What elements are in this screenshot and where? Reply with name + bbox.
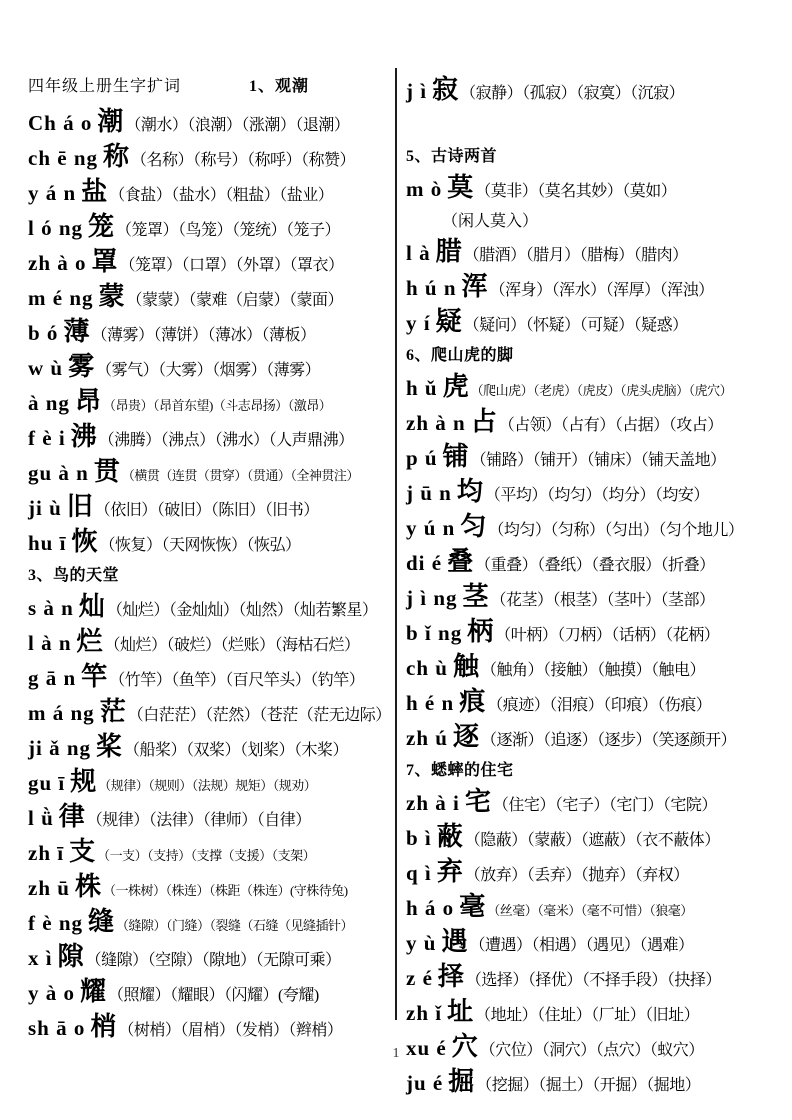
pinyin-text: y í — [406, 311, 431, 335]
right-column — [406, 74, 766, 1101]
section-heading: 7、蟋蟀的住宅 — [406, 762, 514, 779]
word-expansions: （一支）（支持）（支撑（支援）（支架） — [97, 848, 316, 863]
pinyin-text: ch ē ng — [28, 146, 98, 170]
hanzi-character: 灿 — [78, 592, 105, 621]
word-expansions: （雾气）（大雾）（烟雾）（薄雾） — [96, 362, 321, 379]
word-expansions: （叶柄）（刀柄）（话柄）（花柄） — [495, 627, 720, 644]
hanzi-character: 逐 — [452, 722, 479, 751]
word-expansions: （船桨）（双桨）（划桨）（木桨） — [124, 742, 349, 759]
vocab-entry — [28, 351, 392, 386]
pinyin-text: b ì — [406, 826, 432, 850]
hanzi-character: 潮 — [97, 107, 124, 136]
vocab-entry — [406, 786, 766, 821]
pinyin-text: x ì — [28, 946, 53, 970]
word-expansions: （铺路）（铺开）（铺床）（铺天盖地） — [470, 452, 726, 469]
vocab-entry — [28, 491, 392, 526]
hanzi-character: 占 — [470, 407, 497, 436]
vocab-entry — [28, 246, 392, 281]
continuation-line: （闲人莫入） — [442, 213, 539, 230]
section-heading: 3、鸟的天堂 — [28, 567, 120, 584]
word-expansions: （潮水）（浪潮）（涨潮）（退潮） — [125, 117, 350, 134]
section-heading: 5、古诗两首 — [406, 148, 498, 165]
pinyin-text: h ú n — [406, 276, 457, 300]
word-expansions: （疑问）（怀疑）（可疑）（疑惑） — [463, 317, 688, 334]
word-expansions: （灿烂）（破烂）（烂账）（海枯石烂） — [104, 637, 360, 654]
word-expansions: （薄雾）（薄饼）（薄冰）（薄板） — [91, 327, 316, 344]
word-expansions: （照耀）（耀眼）（闪耀）(夸耀) — [108, 987, 319, 1004]
pinyin-text: à ng — [28, 391, 70, 415]
hanzi-character: 址 — [447, 997, 474, 1026]
vocab-entry — [28, 281, 392, 316]
hanzi-character: 莫 — [447, 173, 474, 202]
page-number: 1 — [392, 1046, 400, 1061]
word-expansions: （竹竿）（鱼竿）（百尺竿头）（钓竿） — [109, 672, 365, 689]
vocab-entry — [406, 996, 766, 1031]
vocab-entry — [28, 626, 392, 661]
pinyin-text: hu ī — [28, 531, 67, 555]
pinyin-text: sh ā o — [28, 1016, 86, 1040]
hanzi-character: 株 — [74, 872, 101, 901]
pinyin-text: j ì — [406, 79, 428, 103]
vocab-entry — [28, 871, 392, 906]
hanzi-character: 弃 — [436, 857, 463, 886]
vocab-entry — [406, 581, 766, 616]
hanzi-character: 罩 — [91, 247, 118, 276]
left-column — [28, 74, 392, 1046]
vocab-entry — [406, 74, 766, 109]
pinyin-text: gu ī — [28, 771, 66, 795]
word-expansions: （依旧）（破旧）（陈旧）（旧书） — [94, 502, 319, 519]
vocab-entry — [406, 616, 766, 651]
hanzi-character: 柄 — [467, 617, 494, 646]
vocab-entry — [406, 721, 766, 756]
vocab-entry — [28, 906, 392, 941]
pinyin-text: q ì — [406, 861, 432, 885]
vocab-entry — [406, 371, 766, 406]
hanzi-character: 茎 — [462, 582, 489, 611]
hanzi-character: 疑 — [435, 307, 462, 336]
pinyin-text: z é — [406, 966, 433, 990]
hanzi-character: 称 — [103, 142, 130, 171]
word-expansions: （浑身）（浑水）（浑厚）（浑浊） — [489, 282, 714, 299]
vocab-entry — [406, 1066, 766, 1101]
hanzi-character: 雾 — [68, 352, 95, 381]
hanzi-character: 痕 — [459, 687, 486, 716]
word-expansions: （穴位）（洞穴）（点穴）（蚁穴） — [479, 1042, 704, 1059]
vocab-entry — [406, 856, 766, 891]
hanzi-character: 浑 — [461, 272, 488, 301]
vocab-entry — [28, 941, 392, 976]
hanzi-character: 规 — [70, 767, 97, 796]
pinyin-text: g ā n — [28, 666, 77, 690]
hanzi-character: 毫 — [459, 892, 486, 921]
vocab-entry — [406, 891, 766, 926]
document-title: 四年级上册生字扩词 — [28, 78, 182, 95]
pinyin-text: m ò — [406, 177, 443, 201]
hanzi-character: 贯 — [93, 457, 120, 486]
pinyin-text: Ch á o — [28, 111, 93, 135]
vocab-entry — [28, 316, 392, 351]
word-expansions: （一株树）（株连）（株距（株连）(守株待兔) — [102, 883, 348, 898]
vocab-entry — [28, 106, 392, 141]
vocab-entry — [28, 456, 392, 491]
word-expansions: （恢复）（天网恢恢）（恢弘） — [99, 537, 301, 554]
pinyin-text: l à — [406, 241, 431, 265]
pinyin-text: xu é — [406, 1036, 447, 1060]
pinyin-text: zh à i — [406, 791, 460, 815]
vocab-entry — [406, 961, 766, 996]
word-expansions: （痕迹）（泪痕）（印痕）（伤痕） — [487, 697, 712, 714]
pinyin-text: j ū n — [406, 481, 452, 505]
vocab-entry — [406, 271, 766, 306]
hanzi-character: 择 — [437, 962, 464, 991]
word-expansions: （爬山虎）（老虎）（虎皮）（虎头虎脑）（虎穴） — [470, 383, 733, 398]
hanzi-character: 梢 — [90, 1012, 117, 1041]
pinyin-text: h é n — [406, 691, 455, 715]
word-expansions: （横贯（连贯（贯穿）（贯通）（全神贯注） — [121, 468, 359, 483]
word-expansions: （遭遇）（相遇）（遇见）（遇难） — [469, 937, 694, 954]
hanzi-character: 烂 — [76, 627, 103, 656]
pinyin-text: zh à n — [406, 411, 466, 435]
hanzi-character: 遇 — [441, 927, 468, 956]
vocab-entry — [406, 172, 766, 207]
hanzi-character: 叠 — [447, 547, 474, 576]
vocab-entry — [28, 526, 392, 561]
vocab-entry — [28, 836, 392, 871]
pinyin-text: di é — [406, 551, 443, 575]
hanzi-character: 耀 — [80, 977, 107, 1006]
vocab-entry — [406, 686, 766, 721]
hanzi-character: 腊 — [435, 237, 462, 266]
word-expansions: （放弃）（丢弃）（抛弃）（弃权） — [464, 867, 689, 884]
pinyin-text: j ì ng — [406, 586, 458, 610]
word-expansions: （蒙蒙）（蒙难（启蒙）（蒙面） — [126, 292, 344, 309]
word-expansions: （莫非）（莫名其妙）（莫如） — [475, 183, 677, 200]
pinyin-text: p ú — [406, 446, 438, 470]
pinyin-text: zh à o — [28, 251, 87, 275]
pinyin-text: zh ú — [406, 726, 448, 750]
word-expansions: （缝隙）（空隙）（隙地）（无隙可乘） — [85, 952, 341, 969]
vocab-entry — [406, 511, 766, 546]
word-expansions: （名称）（称号）（称呼）（称赞） — [131, 152, 356, 169]
pinyin-text: ch ù — [406, 656, 448, 680]
vocab-entry — [28, 801, 392, 836]
pinyin-text: gu à n — [28, 461, 89, 485]
vocab-entry — [28, 696, 392, 731]
pinyin-text: h á o — [406, 896, 455, 920]
vocab-entry — [406, 306, 766, 341]
vocab-entry — [406, 821, 766, 856]
hanzi-character: 桨 — [96, 732, 123, 761]
word-expansions: （规律）（法律）（律师）（自律） — [86, 812, 311, 829]
word-expansions: （规律）（规则）（法规）规矩）（规劝） — [98, 778, 317, 793]
vocab-entry — [28, 731, 392, 766]
pinyin-text: w ù — [28, 356, 64, 380]
pinyin-text: ju é — [406, 1071, 444, 1095]
pinyin-text: f è i — [28, 426, 66, 450]
pinyin-text: h ǔ — [406, 376, 438, 400]
hanzi-character: 沸 — [70, 422, 97, 451]
hanzi-character: 茫 — [99, 697, 126, 726]
vocab-entry — [28, 141, 392, 176]
word-expansions: （选择）（择优）（不择手段）（抉择） — [465, 972, 721, 989]
vocab-entry — [28, 591, 392, 626]
word-expansions: （挖掘）（掘土）（开掘）（掘地） — [476, 1077, 701, 1094]
pinyin-text: zh ū — [28, 876, 70, 900]
vocab-entry — [406, 651, 766, 686]
pinyin-text: zh ǐ — [406, 1001, 443, 1025]
pinyin-text: l ó ng — [28, 216, 84, 240]
word-expansions: （逐渐）（追逐）（逐步）（笑逐颜开） — [480, 732, 736, 749]
pinyin-text: m á ng — [28, 701, 95, 725]
hanzi-character: 宅 — [464, 787, 491, 816]
pinyin-text: l à n — [28, 631, 72, 655]
pinyin-text: ji ǎ ng — [28, 736, 92, 760]
section-heading-lesson1: 1、观潮 — [249, 78, 310, 95]
word-expansions: （沸腾）（沸点）（沸水）（人声鼎沸） — [98, 432, 354, 449]
pinyin-text: b ó — [28, 321, 59, 345]
pinyin-text: b ǐ ng — [406, 621, 463, 645]
word-expansions: （白茫茫）（茫然）（苍茫（茫无边际） — [127, 707, 391, 724]
word-expansions: （笼罩）（鸟笼）（笼统）（笼子） — [116, 222, 341, 239]
word-expansions: （住宅）（宅子）（宅门）（宅院） — [492, 797, 717, 814]
word-expansions: （昂贵）（昂首东望)（斗志昂扬）（激昂） — [102, 398, 332, 413]
word-expansions: （重叠）（叠纸）（叠衣服）（折叠） — [475, 557, 715, 574]
hanzi-character: 触 — [452, 652, 479, 681]
left-entries — [28, 106, 392, 1046]
hanzi-character: 盐 — [81, 177, 108, 206]
hanzi-character: 支 — [69, 837, 96, 866]
hanzi-character: 蔽 — [436, 822, 463, 851]
word-expansions: （腊酒）（腊月）（腊梅）（腊肉） — [463, 247, 688, 264]
title-line — [28, 74, 392, 100]
vocab-entry — [28, 766, 392, 801]
word-expansions: （占领）（占有）（占据）（攻占） — [498, 417, 723, 434]
word-expansions: （寂静）（孤寂）（寂寞）（沉寂） — [460, 85, 685, 102]
blank-spacer — [406, 109, 766, 142]
word-expansions: （丝毫）（毫米）（毫不可惜）（狼毫） — [487, 903, 693, 918]
word-expansions: （触角）（接触）（触摸）（触电） — [480, 662, 705, 679]
hanzi-character: 竿 — [81, 662, 108, 691]
hanzi-character: 虎 — [442, 372, 469, 401]
hanzi-character: 恢 — [71, 527, 98, 556]
hanzi-character: 掘 — [448, 1067, 475, 1096]
column-divider — [395, 68, 397, 1020]
hanzi-character: 寂 — [432, 75, 459, 104]
right-entries — [406, 74, 766, 1101]
word-expansions: （花茎）（根茎）（茎叶）（茎部） — [490, 592, 715, 609]
pinyin-text: y à o — [28, 981, 75, 1005]
word-expansions: （灿烂）（金灿灿）（灿然）（灿若繁星） — [106, 602, 378, 619]
vocab-entry — [28, 421, 392, 456]
hanzi-character: 穴 — [451, 1032, 478, 1061]
hanzi-character: 匀 — [460, 512, 487, 541]
section-heading: 6、爬山虎的脚 — [406, 347, 514, 364]
word-expansions: （隐蔽）（蒙蔽）（遮蔽）（衣不蔽体） — [464, 832, 720, 849]
hanzi-character: 均 — [456, 477, 483, 506]
hanzi-character: 蒙 — [98, 282, 125, 311]
pinyin-text: ji ù — [28, 496, 62, 520]
vocab-entry — [28, 211, 392, 246]
vocab-entry — [406, 546, 766, 581]
vocab-entry — [406, 236, 766, 271]
vocab-entry — [28, 976, 392, 1011]
hanzi-character: 笼 — [88, 212, 115, 241]
hanzi-character: 薄 — [63, 317, 90, 346]
vocab-entry — [406, 441, 766, 476]
word-expansions: （食盐）（盐水）（粗盐）（盐业） — [109, 187, 334, 204]
vocab-entry — [28, 661, 392, 696]
pinyin-text: zh ī — [28, 841, 65, 865]
vocab-entry — [28, 386, 392, 421]
pinyin-text: y ú n — [406, 516, 456, 540]
word-expansions: （树梢）（眉梢）（发梢）（辫梢） — [118, 1022, 343, 1039]
pinyin-text: s à n — [28, 596, 74, 620]
vocab-entry — [406, 926, 766, 961]
pinyin-text: l ǜ — [28, 806, 54, 830]
pinyin-text: y ù — [406, 931, 437, 955]
word-expansions: （缝隙）（门缝）（裂缝（石缝（见缝插针） — [116, 918, 354, 933]
hanzi-character: 律 — [58, 802, 85, 831]
hanzi-character: 铺 — [442, 442, 469, 471]
vocab-entry — [406, 476, 766, 511]
hanzi-character: 旧 — [66, 492, 93, 521]
pinyin-text: m é ng — [28, 286, 94, 310]
hanzi-character: 昂 — [74, 387, 101, 416]
pinyin-text: y á n — [28, 181, 77, 205]
hanzi-character: 隙 — [57, 942, 84, 971]
pinyin-text: f è ng — [28, 911, 83, 935]
word-expansions: （均匀）（匀称）（匀出）（匀个地儿） — [488, 522, 744, 539]
vocab-entry — [28, 176, 392, 211]
word-expansions: （地址）（住址）（厂址）（旧址） — [475, 1007, 700, 1024]
word-expansions: （笼罩）（口罩）（外罩）（罩衣） — [119, 257, 344, 274]
vocab-entry — [28, 1011, 392, 1046]
vocab-entry — [406, 406, 766, 441]
word-expansions: （平均）（均匀）（均分）（均安） — [484, 487, 709, 504]
hanzi-character: 缝 — [88, 907, 115, 936]
